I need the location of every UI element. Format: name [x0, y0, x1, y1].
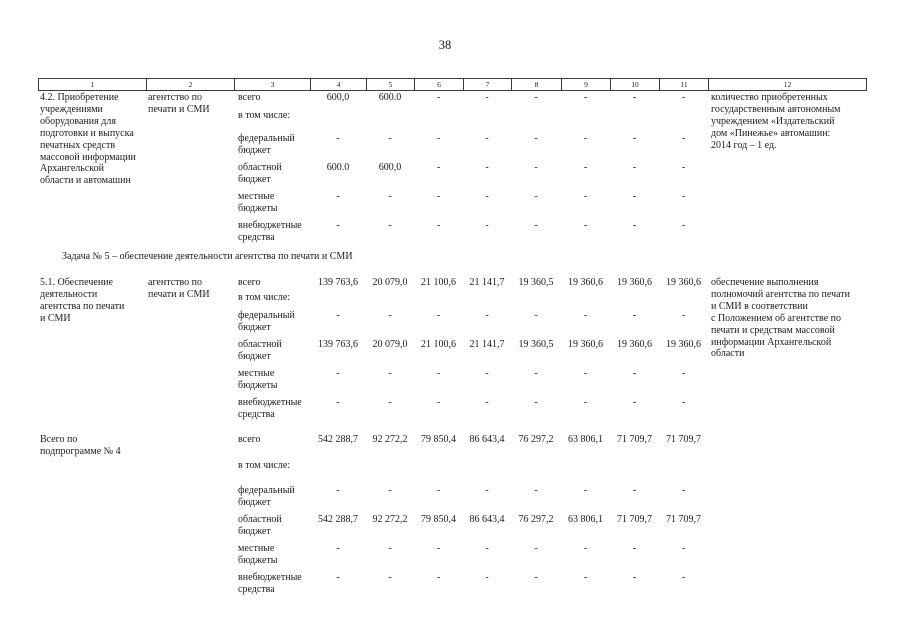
result-line: дом «Пинежье» автомашин:	[711, 127, 831, 139]
value-cell: 139 763,6	[318, 339, 358, 350]
value-cell: -	[436, 191, 441, 202]
funding-source-line: областной	[238, 339, 282, 350]
value-cell: -	[583, 220, 588, 231]
value-cell: -	[485, 162, 489, 173]
value-cell: -	[388, 310, 392, 321]
value-cell: -	[336, 485, 340, 496]
funding-source-line: бюджеты	[238, 379, 278, 391]
value-cell: -	[583, 485, 588, 496]
header-cell-9: 9	[561, 78, 611, 91]
funding-source-line: бюджет	[238, 525, 271, 537]
value-cell: -	[534, 310, 538, 321]
value-cell: -	[534, 133, 538, 144]
value-cell: -	[583, 191, 588, 202]
value-cell: 600.0	[378, 92, 402, 103]
value-cell: 92 272,2	[372, 434, 408, 445]
value-cell: -	[436, 543, 441, 554]
value-cell: -	[336, 191, 340, 202]
result-line: области	[711, 348, 745, 360]
funding-source-line: в том числе:	[238, 460, 291, 471]
value-cell: -	[388, 133, 392, 144]
value-cell: -	[485, 397, 489, 408]
result-line: с Положением об агентстве по	[711, 312, 841, 324]
value-cell: -	[336, 368, 340, 379]
value-cell: -	[436, 220, 441, 231]
value-cell: -	[632, 92, 637, 103]
value-cell: 86 643,4	[469, 434, 505, 445]
value-cell: 21 141,7	[469, 277, 505, 288]
measure-name-line: печатных средств	[40, 139, 116, 151]
value-cell: -	[534, 191, 538, 202]
value-cell: 63 806,1	[568, 514, 603, 525]
value-cell: -	[583, 133, 588, 144]
funding-source-line: всего	[238, 434, 261, 445]
value-cell: 79 850,4	[421, 434, 456, 445]
measure-name-line: области и автомашин	[40, 175, 131, 187]
value-cell: -	[632, 368, 637, 379]
value-cell: -	[436, 397, 441, 408]
value-cell: -	[534, 220, 538, 231]
value-cell: 19 360,6	[617, 339, 652, 350]
value-cell: -	[485, 485, 489, 496]
value-cell: 600,0	[378, 162, 402, 173]
value-cell: -	[485, 191, 489, 202]
value-cell: -	[583, 310, 588, 321]
value-cell: -	[681, 220, 686, 231]
value-cell: -	[436, 92, 441, 103]
header-cell-8: 8	[511, 78, 562, 91]
value-cell: -	[583, 397, 588, 408]
value-cell: -	[632, 133, 637, 144]
value-cell: 600.0	[326, 162, 350, 173]
result-line: и СМИ в соответствии	[711, 300, 808, 312]
funding-source-line: всего	[238, 92, 261, 103]
header-cell-5: 5	[366, 78, 415, 91]
value-cell: 19 360,5	[518, 339, 554, 350]
value-cell: 71 709,7	[666, 434, 701, 445]
value-cell: 19 360,6	[666, 339, 701, 350]
measure-name-line: Всего по	[40, 434, 78, 445]
measure-name-line: и СМИ	[40, 312, 71, 324]
value-cell: -	[632, 572, 637, 583]
funding-source-line: бюджет	[238, 350, 271, 362]
value-cell: 20 079,0	[372, 277, 408, 288]
value-cell: -	[681, 397, 686, 408]
funding-source-line: средства	[238, 231, 275, 243]
measure-name-line: Архангельской	[40, 163, 104, 175]
measure-name-line: подготовки и выпуска	[40, 127, 134, 139]
result-line: количество приобретенных	[711, 92, 828, 103]
value-cell: -	[534, 543, 538, 554]
value-cell: -	[336, 133, 340, 144]
value-cell: -	[632, 220, 637, 231]
value-cell: 20 079,0	[372, 339, 408, 350]
value-cell: -	[632, 397, 637, 408]
value-cell: -	[632, 162, 637, 173]
value-cell: 21 141,7	[469, 339, 505, 350]
value-cell: 600,0	[326, 92, 350, 103]
value-cell: -	[436, 485, 441, 496]
funding-source-line: всего	[238, 277, 261, 288]
value-cell: 21 100,6	[421, 339, 456, 350]
value-cell: -	[583, 368, 588, 379]
value-cell: 19 360,5	[518, 277, 554, 288]
value-cell: -	[336, 543, 340, 554]
header-cell-11: 11	[659, 78, 709, 91]
header-cell-12: 12	[708, 78, 867, 91]
value-cell: 71 709,7	[617, 514, 652, 525]
value-cell: -	[534, 572, 538, 583]
value-cell: -	[436, 162, 441, 173]
value-cell: -	[388, 191, 392, 202]
value-cell: -	[632, 310, 637, 321]
funding-source-line: бюджет	[238, 321, 271, 333]
value-cell: -	[681, 485, 686, 496]
value-cell: 92 272,2	[372, 514, 408, 525]
measure-name-line: деятельности	[40, 288, 98, 300]
value-cell: -	[388, 397, 392, 408]
funding-source-line: местные	[238, 368, 275, 379]
value-cell: 542 288,7	[318, 514, 358, 525]
funding-source-line: в том числе:	[238, 110, 291, 121]
value-cell: -	[336, 397, 340, 408]
header-cell-10: 10	[610, 78, 660, 91]
header-cell-4: 4	[310, 78, 367, 91]
funding-source-line: бюджет	[238, 496, 271, 508]
measure-name-line: 4.2. Приобретение	[40, 92, 119, 103]
header-cell-1: 1	[38, 78, 147, 91]
value-cell: -	[681, 572, 686, 583]
value-cell: -	[534, 92, 538, 103]
value-cell: -	[632, 191, 637, 202]
value-cell: -	[485, 310, 489, 321]
funding-source-line: в том числе:	[238, 292, 291, 303]
value-cell: -	[485, 543, 489, 554]
funding-source-line: бюджеты	[238, 202, 278, 214]
measure-name-line: агентства по печати	[40, 300, 125, 312]
header-cell-3: 3	[234, 78, 311, 91]
value-cell: 63 806,1	[568, 434, 603, 445]
value-cell: -	[681, 133, 686, 144]
value-cell: -	[534, 397, 538, 408]
executor-line: агентство по	[148, 277, 203, 288]
funding-source-line: бюджет	[238, 144, 271, 156]
result-line: печати и средствам массовой	[711, 324, 835, 336]
result-line: 2014 год – 1 ед.	[711, 139, 777, 151]
value-cell: -	[681, 368, 686, 379]
measure-name-line: 5.1. Обеспечение	[40, 277, 113, 288]
result-line: учреждением «Издательский	[711, 115, 835, 127]
measure-name-line: учреждениями	[40, 103, 103, 115]
task-heading: Задача № 5 – обеспечение деятельности агентства по печати и СМИ	[62, 251, 353, 262]
funding-source-line: внебюджетные	[238, 220, 302, 231]
value-cell: -	[681, 92, 686, 103]
value-cell: -	[485, 220, 489, 231]
value-cell: 19 360,6	[617, 277, 652, 288]
value-cell: -	[436, 310, 441, 321]
value-cell: -	[583, 543, 588, 554]
funding-source-line: бюджеты	[238, 554, 278, 566]
value-cell: -	[388, 572, 392, 583]
value-cell: -	[485, 133, 489, 144]
value-cell: -	[632, 485, 637, 496]
value-cell: -	[388, 485, 392, 496]
value-cell: 19 360,6	[666, 277, 701, 288]
value-cell: -	[681, 162, 686, 173]
header-cell-2: 2	[146, 78, 235, 91]
funding-source-line: средства	[238, 583, 275, 595]
value-cell: 76 297,2	[518, 434, 554, 445]
funding-source-line: федеральный	[238, 310, 295, 321]
executor-line: агентство по	[148, 92, 203, 103]
funding-source-line: областной	[238, 162, 282, 173]
funding-source-line: средства	[238, 408, 275, 420]
funding-source-line: областной	[238, 514, 282, 525]
value-cell: 71 709,7	[666, 514, 701, 525]
value-cell: -	[583, 92, 588, 103]
value-cell: 86 643,4	[469, 514, 505, 525]
value-cell: 71 709,7	[617, 434, 652, 445]
value-cell: -	[336, 220, 340, 231]
funding-source-line: местные	[238, 543, 275, 554]
value-cell: -	[681, 191, 686, 202]
value-cell: -	[388, 368, 392, 379]
page-number: 38	[438, 38, 452, 52]
value-cell: -	[534, 368, 538, 379]
value-cell: 542 288,7	[318, 434, 358, 445]
funding-source-line: бюджет	[238, 173, 271, 185]
value-cell: 19 360,6	[568, 277, 603, 288]
value-cell: -	[632, 543, 637, 554]
executor-line: печати и СМИ	[148, 288, 210, 300]
funding-source-line: федеральный	[238, 485, 295, 496]
value-cell: -	[388, 543, 392, 554]
value-cell: -	[485, 368, 489, 379]
value-cell: -	[436, 368, 441, 379]
value-cell: -	[485, 92, 489, 103]
value-cell: -	[485, 572, 489, 583]
value-cell: -	[336, 572, 340, 583]
result-line: обеспечение выполнения	[711, 277, 819, 288]
value-cell: -	[583, 572, 588, 583]
value-cell: -	[681, 310, 686, 321]
header-cell-6: 6	[414, 78, 464, 91]
funding-source-line: федеральный	[238, 133, 295, 144]
value-cell: -	[388, 220, 392, 231]
value-cell: -	[336, 310, 340, 321]
value-cell: -	[534, 485, 538, 496]
measure-name-line: массовой информации	[40, 151, 136, 163]
funding-source-line: внебюджетные	[238, 572, 302, 583]
value-cell: 76 297,2	[518, 514, 554, 525]
funding-source-line: внебюджетные	[238, 397, 302, 408]
value-cell: -	[583, 162, 588, 173]
funding-source-line: местные	[238, 191, 275, 202]
value-cell: 19 360,6	[568, 339, 603, 350]
measure-name-line: оборудования для	[40, 115, 116, 127]
value-cell: -	[534, 162, 538, 173]
measure-name-line: подпрограмме № 4	[40, 445, 121, 457]
result-line: государственным автономным	[711, 103, 841, 115]
value-cell: 139 763,6	[318, 277, 358, 288]
value-cell: -	[436, 572, 441, 583]
value-cell: 21 100,6	[421, 277, 456, 288]
value-cell: -	[436, 133, 441, 144]
value-cell: 79 850,4	[421, 514, 456, 525]
value-cell: -	[681, 543, 686, 554]
result-line: информации Архангельской	[711, 336, 832, 348]
executor-line: печати и СМИ	[148, 103, 210, 115]
header-cell-7: 7	[463, 78, 512, 91]
result-line: полномочий агентства по печати	[711, 288, 851, 300]
